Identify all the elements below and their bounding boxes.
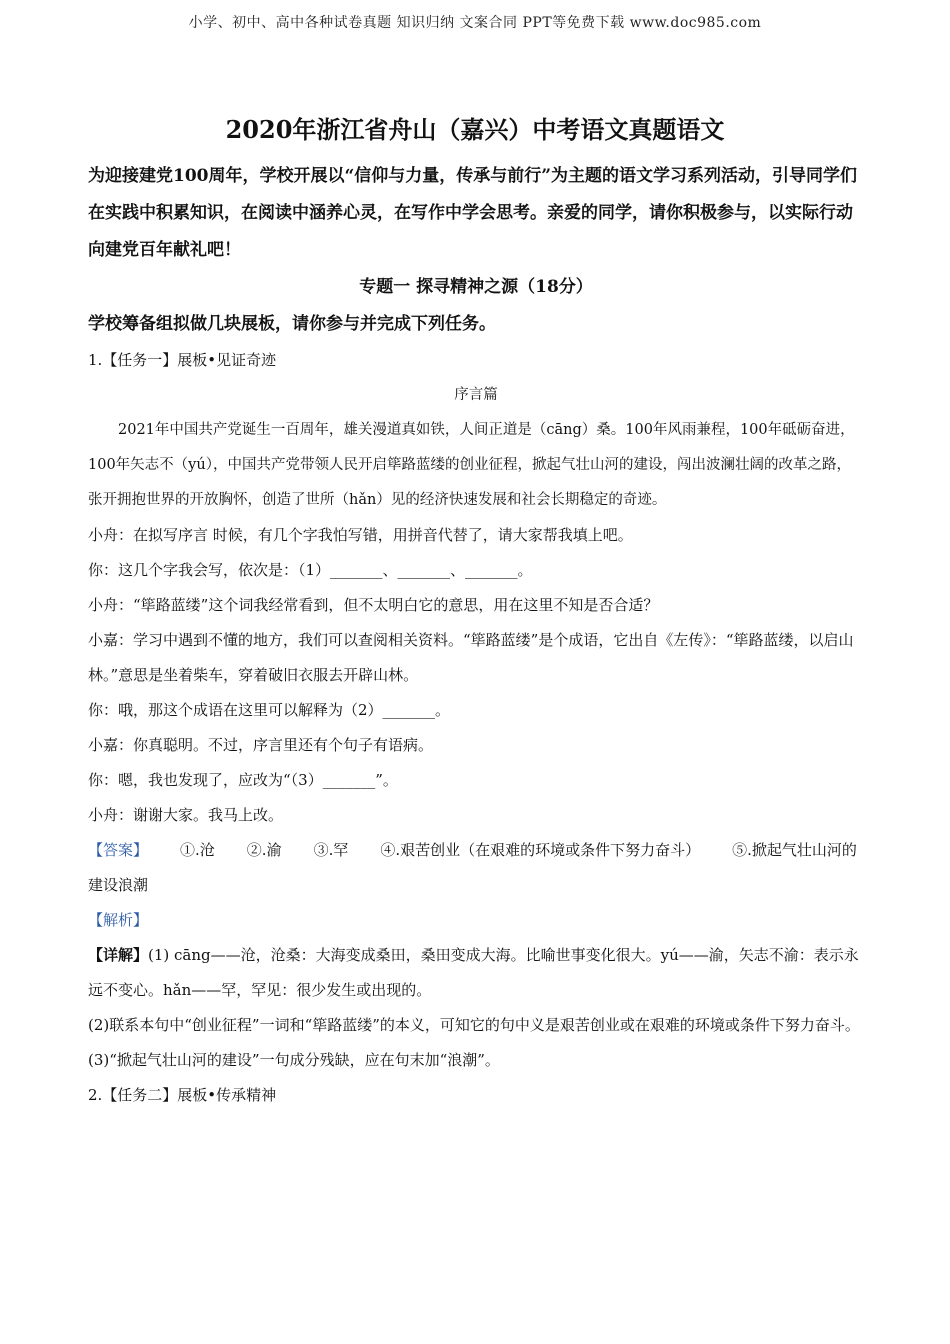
answer-item: ③.罕 xyxy=(313,841,349,859)
analysis-label: 【解析】 xyxy=(88,911,149,929)
dialogue-line: 你：嗯，我也发现了，应改为“（3）_______”。 xyxy=(88,771,398,789)
instruction: 学校筹备组拟做几块展板，请你参与并完成下列任务。 xyxy=(88,314,496,334)
preface-text: 2021年中国共产党诞生一百周年，雄关漫道真如铁，人间正道是（cāng）桑。100年风雨兼程，100年砥砺奋进，100年矢志不（yú），中国共产党带领人民开启筚路蓝缕的创业征程，掀起气壮山河的建设，闯出波澜壮阔的改革之路，张开拥抱世界的开放胸怀，创造了世所（hǎn）见的经济快速发展和社会长期稳定的奇迹。 xyxy=(88,422,855,508)
section-title: 专题一 探寻精神之源（18分） xyxy=(359,277,593,297)
dialogue-line: 你：哦，那这个成语在这里可以解释为（2）_______。 xyxy=(88,701,451,719)
answer-item: ⑤.掀起气壮山河的建设浪潮 xyxy=(88,841,857,894)
detail-line: (2)联系本句中“创业征程”一词和“筚路蓝缕”的本义，可知它的句中义是艰苦创业或在艰难的环境或条件下努力奋斗。 xyxy=(88,1016,860,1034)
answer-block xyxy=(88,833,864,903)
detail-text: (1) cāng——沧，沧桑：大海变成桑田，桑田变成大海。比喻世事变化很大。yú——渝，矢志不渝：表示永远不变心。hǎn——罕，罕见：很少发生或出现的。 xyxy=(88,946,859,999)
answer-item: ②.渝 xyxy=(246,841,282,859)
page-title: 2020年浙江省舟山（嘉兴）中考语文真题语文 xyxy=(225,115,725,144)
dialogue-line: 小嘉：学习中遇到不懂的地方，我们可以查阅相关资料。“筚路蓝缕”是个成语，它出自《左传》：“筚路蓝缕，以启山林。”意思是坐着柴车，穿着破旧衣服去开辟山林。 xyxy=(88,631,854,684)
dialogue-line: 小嘉：你真聪明。不过，序言里还有个句子有语病。 xyxy=(88,736,434,754)
dialogue-line: 你：这几个字我会写，依次是：（1）_______、_______、_______。 xyxy=(88,561,533,579)
task-one-heading: 1.【任务一】展板•见证奇迹 xyxy=(88,351,277,369)
answer-item: ④.艰苦创业（在艰难的环境或条件下努力奋斗） xyxy=(380,841,701,859)
page-header: 小学、初中、高中各种试卷真题 知识归纳 文案合同 PPT等免费下载 www.doc985.com xyxy=(188,15,762,31)
detail-label: 【详解】 xyxy=(88,946,149,964)
intro-paragraph: 为迎接建党100周年，学校开展以“信仰与力量，传承与前行”为主题的语文学习系列活动，引导同学们在实践中积累知识，在阅读中涵养心灵，在写作中学会思考。亲爱的同学，请你积极参与，以实际行动向建党百年献礼吧！ xyxy=(88,166,858,260)
answer-item: ①.沧 xyxy=(180,841,215,859)
dialogue-line: 小舟：在拟写序言 时候，有几个字我怕写错，用拼音代替了，请大家帮我填上吧。 xyxy=(88,526,633,544)
detail-line xyxy=(88,938,864,1008)
dialogue-line: 小舟：“筚路蓝缕”这个词我经常看到，但不太明白它的意思，用在这里不知是否合适？ xyxy=(88,596,659,614)
answer-label: 【答案】 xyxy=(88,841,149,859)
dialogue-line: 小舟：谢谢大家。我马上改。 xyxy=(88,806,284,824)
detail-line: (3)“掀起气壮山河的建设”一句成分残缺，应在句末加“浪潮”。 xyxy=(88,1051,500,1069)
preface-title: 序言篇 xyxy=(454,387,498,403)
task-two-heading: 2.【任务二】展板•传承精神 xyxy=(88,1086,277,1104)
document-body xyxy=(88,158,864,1113)
